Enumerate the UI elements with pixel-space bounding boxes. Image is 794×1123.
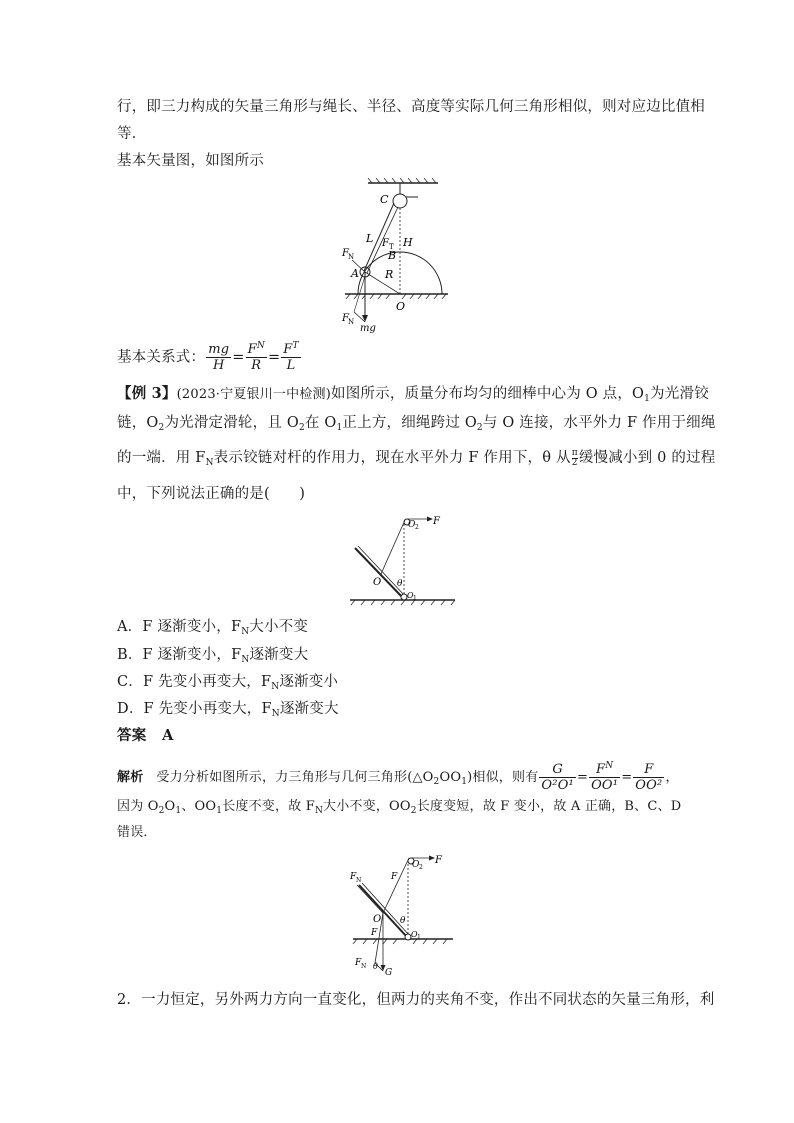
frac-mg-H: $\frac{mg}{H}$: [208, 342, 230, 373]
label-O: O: [373, 914, 382, 925]
relation-line: 基本关系式： $\frac{mg}{H}$ = $\frac{F^N}{R}$ = $\frac{F^T}{L}$: [117, 341, 299, 373]
label-FN: F: [342, 248, 349, 259]
para-line-3: 基本矢量图，如图所示: [117, 153, 264, 169]
frac-FN: $\frac{F^N}{\text{OO¹}}$: [591, 761, 619, 793]
frac-G: $\frac{G}{\text{O²O¹}}$: [541, 762, 574, 793]
label-mg: mg: [360, 323, 376, 334]
para-line-1: 行，即三力构成的矢量三角形与绳长、半径、高度等实际几何三角形相似，则对应边比值相: [117, 99, 705, 115]
pi-over-2: $\frac{\pi}{2}$: [571, 447, 578, 468]
relation-label: 基本关系式：: [117, 349, 206, 366]
analysis-line-2: 因为 $O_2O_1$、$OO_1$长度不变，故 $F_N$大小不变，$OO_2$长度变短，故 F 变小，故 A 正确，B、C、D: [117, 799, 682, 816]
label-O1: O: [411, 930, 418, 939]
label-O: O: [373, 577, 382, 588]
answer-line: [117, 726, 174, 746]
label-FT: F: [382, 238, 389, 249]
label-FT-sub: T: [389, 243, 394, 251]
label-theta2: θ: [373, 962, 378, 971]
label-O1: O: [407, 591, 414, 600]
example-line-3: 的一端．用 $F_N$表示铰链对杆的作用力，现在水平外力 F 作用下，θ 从 $\frac{\pi}{2}$ 缓慢减小到 0 的过程: [117, 447, 716, 468]
label-theta: θ: [397, 579, 403, 589]
label-O: O: [396, 300, 406, 313]
analysis-line-1: 解析 受力分析如图所示，力三角形与几何三角形$(\triangle O_2OO_1)$相似，则有 $\frac{G}{\text{O²O¹}}$ = $\frac{F^N}{\text{OO¹}}$ = $\frac{F}{\text{OO²}}$ ，: [117, 761, 679, 793]
para2-line-1: 2．一力恒定，另外两力方向一直变化，但两力的夹角不变，作出不同状态的矢量三角形，利: [117, 992, 715, 1008]
option-b: B．F 逐渐变小，$F_N$逐渐变大: [117, 647, 309, 665]
label-O1-sub: 1: [417, 934, 421, 941]
figure-rod-pulley: [345, 512, 465, 607]
label-C: C: [380, 193, 389, 206]
label-theta: θ: [400, 916, 406, 926]
example-line-2: 链，$O_2$为光滑定滑轮，且 $O_2$在 $O_1$正上方，细绳跨过 $O_2$与 O 连接，水平外力 F 作用于细绳: [117, 415, 716, 433]
figure-force-analysis: [345, 851, 465, 979]
analysis-label: 解析: [117, 770, 144, 785]
option-c: C．F 先变小再变大，$F_N$逐渐变小: [117, 674, 339, 692]
option-d: D．F 先变小再变大，$F_N$逐渐变大: [117, 701, 339, 719]
label-FN: F: [350, 872, 357, 882]
label-B: B: [388, 249, 397, 262]
label-O2-sub: 2: [415, 524, 419, 531]
frac-F: $\frac{F}{\text{OO²}}$: [635, 762, 663, 793]
example-tag: 【例 3】: [117, 385, 177, 402]
label-L: L: [366, 232, 374, 245]
label-FN2-sub: N: [361, 963, 367, 970]
label-FN-sub: N: [348, 253, 355, 261]
label-O2-sub: 2: [419, 864, 423, 871]
label-G: G: [385, 968, 393, 978]
label-FN2: F: [342, 313, 349, 324]
label-O2: O: [412, 860, 420, 870]
label-FN2-sub: N: [348, 318, 355, 326]
option-a: A．F 逐渐变小，$F_N$大小不变: [117, 619, 309, 637]
answer-value: A: [162, 727, 174, 744]
figure-vector-diagram: [330, 176, 470, 336]
label-FN2: F: [355, 958, 362, 968]
label-F: F: [433, 516, 440, 527]
example-line-1: 【例 3】(2023·宁夏银川一中检测)如图所示，质量分布均匀的细棒中心为 O 点，$O_1$为光滑铰: [117, 385, 709, 404]
label-R: R: [385, 268, 394, 281]
analysis-line-3: 错误．: [117, 825, 157, 840]
label-F-left: F: [371, 928, 378, 938]
label-F-right: F: [435, 855, 442, 866]
label-FN-sub: N: [356, 877, 362, 884]
answer-label: 答案: [117, 727, 147, 744]
frac-FN-R: $\frac{F^N}{R}$: [247, 341, 265, 373]
label-O2: O: [408, 520, 416, 530]
label-H: H: [403, 236, 413, 249]
label-F-rope: F: [391, 872, 398, 882]
para-line-2: 等．: [117, 126, 147, 142]
example-source: (2023·宁夏银川一中检测): [176, 387, 332, 402]
label-O1-sub: 1: [413, 595, 417, 602]
example-line-4: 中，下列说法正确的是( ): [117, 486, 306, 502]
frac-FT-L: $\frac{F^T}{L}$: [283, 341, 299, 373]
label-A: A: [351, 267, 359, 280]
